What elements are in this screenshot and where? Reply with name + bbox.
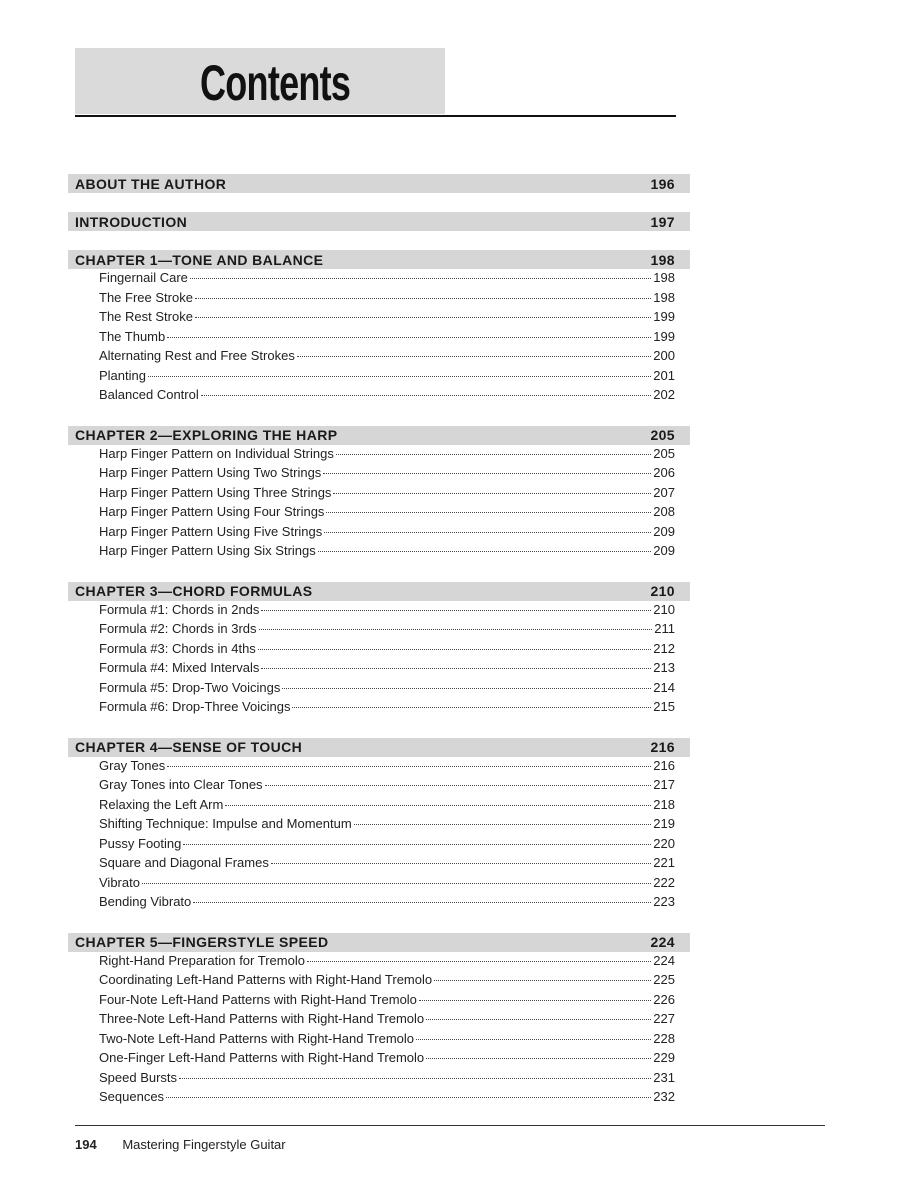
entry-page-number: 231 [653, 1069, 675, 1085]
toc-entry[interactable] [68, 894, 690, 914]
entry-title: Three-Note Left-Hand Patterns with Right-Hand Tremolo [99, 1011, 425, 1026]
dot-leader [265, 785, 652, 786]
dot-leader [193, 902, 651, 903]
dot-leader [225, 805, 651, 806]
entry-page-number: 200 [653, 348, 675, 363]
chapter-heading[interactable] [68, 250, 690, 269]
dot-leader [179, 1078, 651, 1079]
dot-leader [419, 1000, 651, 1001]
toc-entry[interactable] [68, 446, 690, 466]
chapter-title: INTRODUCTION [75, 213, 188, 230]
dot-leader [297, 356, 651, 357]
toc-entry[interactable] [68, 699, 690, 719]
toc-entry[interactable] [68, 465, 690, 485]
entry-title: Gray Tones into Clear Tones [99, 777, 263, 792]
entry-page-number: 217 [653, 777, 675, 792]
entry-page-number: 209 [653, 543, 675, 558]
dot-leader [333, 493, 651, 494]
dot-leader [354, 824, 652, 825]
entry-page-number: 212 [653, 640, 675, 656]
entry-page-number: 229 [653, 1050, 675, 1065]
dot-leader [201, 395, 652, 396]
toc-entry[interactable] [68, 992, 690, 1012]
dot-leader [324, 532, 651, 533]
entry-title: Gray Tones [99, 757, 166, 773]
toc-entry[interactable] [68, 758, 690, 778]
dot-leader [318, 551, 652, 552]
entry-page-number: 232 [653, 1089, 675, 1104]
entry-title: Square and Diagonal Frames [99, 855, 269, 870]
entry-title: Formula #4: Mixed Intervals [99, 660, 260, 675]
entry-page-number: 228 [653, 1030, 675, 1046]
entry-title: The Thumb [99, 328, 166, 344]
dot-leader [434, 980, 651, 981]
dot-leader [261, 610, 651, 611]
chapter-heading[interactable] [68, 582, 690, 601]
toc-chapter [68, 426, 690, 563]
dot-leader [195, 317, 651, 318]
toc-chapter [68, 212, 690, 231]
title-rule [75, 115, 676, 117]
entry-page-number: 211 [654, 621, 675, 636]
dot-leader [183, 844, 651, 845]
entry-title: Harp Finger Pattern Using Six Strings [99, 543, 316, 558]
toc-entry[interactable] [68, 290, 690, 310]
chapter-page-number: 216 [650, 739, 675, 755]
chapter-title: ABOUT THE AUTHOR [75, 175, 227, 192]
entry-title: Harp Finger Pattern Using Five Strings [99, 523, 323, 539]
dot-leader [167, 766, 651, 767]
toc-entry[interactable] [68, 680, 690, 700]
chapter-page-number: 205 [650, 427, 675, 443]
entry-title: Harp Finger Pattern Using Two Strings [99, 465, 322, 480]
entry-title: The Free Stroke [99, 289, 193, 305]
entry-page-number: 215 [653, 699, 675, 714]
entry-title: Formula #3: Chords in 4ths [99, 640, 256, 656]
chapter-heading[interactable] [68, 933, 690, 952]
entry-page-number: 227 [653, 1011, 675, 1026]
entry-title: Formula #1: Chords in 2nds [99, 601, 260, 617]
entry-page-number: 220 [653, 835, 675, 851]
entry-title: Harp Finger Pattern on Individual Strings [99, 445, 334, 461]
dot-leader [336, 454, 651, 455]
toc-entry[interactable] [68, 1070, 690, 1090]
toc-entry[interactable] [68, 816, 690, 836]
entry-page-number: 219 [653, 816, 675, 831]
dot-leader [259, 629, 653, 630]
chapter-page-number: 224 [650, 934, 675, 950]
toc-entry[interactable] [68, 953, 690, 973]
chapter-title: CHAPTER 2—EXPLORING THE HARP [75, 427, 338, 443]
entry-page-number: 218 [653, 796, 675, 812]
entry-title: Harp Finger Pattern Using Three Strings [99, 484, 332, 500]
toc-entry[interactable] [68, 543, 690, 563]
entry-page-number: 207 [653, 484, 675, 500]
entry-page-number: 224 [653, 952, 675, 968]
chapter-page-number: 210 [650, 583, 675, 599]
page-footer [75, 1137, 286, 1152]
chapter-title: CHAPTER 3—CHORD FORMULAS [75, 583, 313, 599]
chapter-heading[interactable] [68, 426, 690, 445]
entry-title: Bending Vibrato [99, 894, 192, 909]
dot-leader [416, 1039, 651, 1040]
entry-title: Formula #2: Chords in 3rds [99, 621, 257, 636]
entry-page-number: 222 [653, 874, 675, 890]
toc-entry[interactable] [68, 875, 690, 895]
toc-chapter [68, 933, 690, 1109]
dot-leader [271, 863, 651, 864]
entry-title: Coordinating Left-Hand Patterns with Right-Hand Tremolo [99, 972, 433, 987]
entry-title: Harp Finger Pattern Using Four Strings [99, 504, 325, 519]
toc-entry[interactable] [68, 1011, 690, 1031]
toc-entry[interactable] [68, 972, 690, 992]
entry-title: Four-Note Left-Hand Patterns with Right-Hand Tremolo [99, 991, 417, 1007]
entry-title: Two-Note Left-Hand Patterns with Right-Hand Tremolo [99, 1030, 415, 1046]
entry-title: Sequences [99, 1089, 165, 1104]
toc-chapter [68, 738, 690, 914]
dot-leader [148, 376, 651, 377]
entry-title: Balanced Control [99, 387, 199, 402]
entry-page-number: 213 [653, 660, 675, 675]
table-of-contents [68, 174, 690, 1128]
entry-title: Planting [99, 367, 146, 383]
entry-title: Right-Hand Preparation for Tremolo [99, 952, 305, 968]
entry-title: Vibrato [99, 874, 140, 890]
dot-leader [167, 337, 651, 338]
entry-page-number: 216 [653, 757, 675, 773]
toc-entry[interactable] [68, 855, 690, 875]
dot-leader [166, 1097, 651, 1098]
entry-page-number: 201 [653, 367, 675, 383]
entry-title: Formula #5: Drop-Two Voicings [99, 679, 281, 695]
entry-page-number: 225 [653, 972, 675, 987]
toc-entry[interactable] [68, 621, 690, 641]
dot-leader [292, 707, 651, 708]
entry-title: Speed Bursts [99, 1069, 178, 1085]
entry-page-number: 202 [653, 387, 675, 402]
entry-title: Alternating Rest and Free Strokes [99, 348, 295, 363]
dot-leader [190, 278, 651, 279]
dot-leader [326, 512, 651, 513]
toc-entry[interactable] [68, 660, 690, 680]
entry-title: Relaxing the Left Arm [99, 796, 224, 812]
dot-leader [323, 473, 651, 474]
entry-page-number: 198 [653, 270, 675, 285]
toc-entry[interactable] [68, 1031, 690, 1051]
chapter-heading[interactable] [68, 212, 690, 231]
entry-page-number: 198 [653, 289, 675, 305]
toc-entry[interactable] [68, 485, 690, 505]
toc-entry[interactable] [68, 387, 690, 407]
entry-title: One-Finger Left-Hand Patterns with Right-Hand Tremolo [99, 1050, 425, 1065]
chapter-title: CHAPTER 1—TONE AND BALANCE [75, 251, 324, 268]
entry-page-number: 214 [653, 679, 675, 695]
toc-entry[interactable] [68, 1050, 690, 1070]
entry-page-number: 199 [653, 328, 675, 344]
entry-title: The Rest Stroke [99, 309, 193, 324]
dot-leader [195, 298, 651, 299]
footer-book-title: Mastering Fingerstyle Guitar [122, 1137, 286, 1152]
page-title: Contents [200, 55, 351, 111]
toc-chapter [68, 250, 690, 407]
toc-entry[interactable] [68, 368, 690, 388]
entry-title: Formula #6: Drop-Three Voicings [99, 699, 291, 714]
entry-page-number: 199 [653, 309, 675, 324]
chapter-page-number: 198 [650, 251, 675, 268]
dot-leader [261, 668, 651, 669]
toc-entry[interactable] [68, 309, 690, 329]
entry-page-number: 206 [653, 465, 675, 480]
chapter-title: CHAPTER 5—FINGERSTYLE SPEED [75, 934, 329, 950]
dot-leader [282, 688, 651, 689]
toc-entry[interactable] [68, 524, 690, 544]
dot-leader [258, 649, 652, 650]
toc-chapter [68, 174, 690, 193]
chapter-title: CHAPTER 4—SENSE OF TOUCH [75, 739, 303, 755]
entry-title: Pussy Footing [99, 835, 182, 851]
chapter-heading[interactable] [68, 174, 690, 193]
entry-page-number: 221 [653, 855, 675, 870]
entry-page-number: 223 [653, 894, 675, 909]
entry-page-number: 209 [653, 523, 675, 539]
dot-leader [426, 1058, 651, 1059]
chapter-page-number: 197 [650, 213, 675, 230]
toc-entry[interactable] [68, 329, 690, 349]
entry-title: Fingernail Care [99, 270, 188, 285]
dot-leader [307, 961, 651, 962]
chapter-heading[interactable] [68, 738, 690, 757]
toc-entry[interactable] [68, 348, 690, 368]
toc-entry[interactable] [68, 777, 690, 797]
entry-page-number: 208 [653, 504, 675, 519]
toc-entry[interactable] [68, 1089, 690, 1109]
entry-page-number: 205 [653, 445, 675, 461]
entry-page-number: 210 [653, 601, 675, 617]
entry-title: Shifting Technique: Impulse and Momentum [99, 816, 352, 831]
toc-entry[interactable] [68, 641, 690, 661]
footer-page-number: 194 [75, 1137, 97, 1152]
dot-leader [142, 883, 651, 884]
toc-entry[interactable] [68, 504, 690, 524]
dot-leader [426, 1019, 651, 1020]
chapter-page-number: 196 [650, 175, 675, 192]
entry-page-number: 226 [653, 991, 675, 1007]
toc-entry[interactable] [68, 602, 690, 622]
toc-entry[interactable] [68, 270, 690, 290]
toc-chapter [68, 582, 690, 719]
toc-entry[interactable] [68, 836, 690, 856]
toc-entry[interactable] [68, 797, 690, 817]
footer-rule [75, 1125, 825, 1126]
